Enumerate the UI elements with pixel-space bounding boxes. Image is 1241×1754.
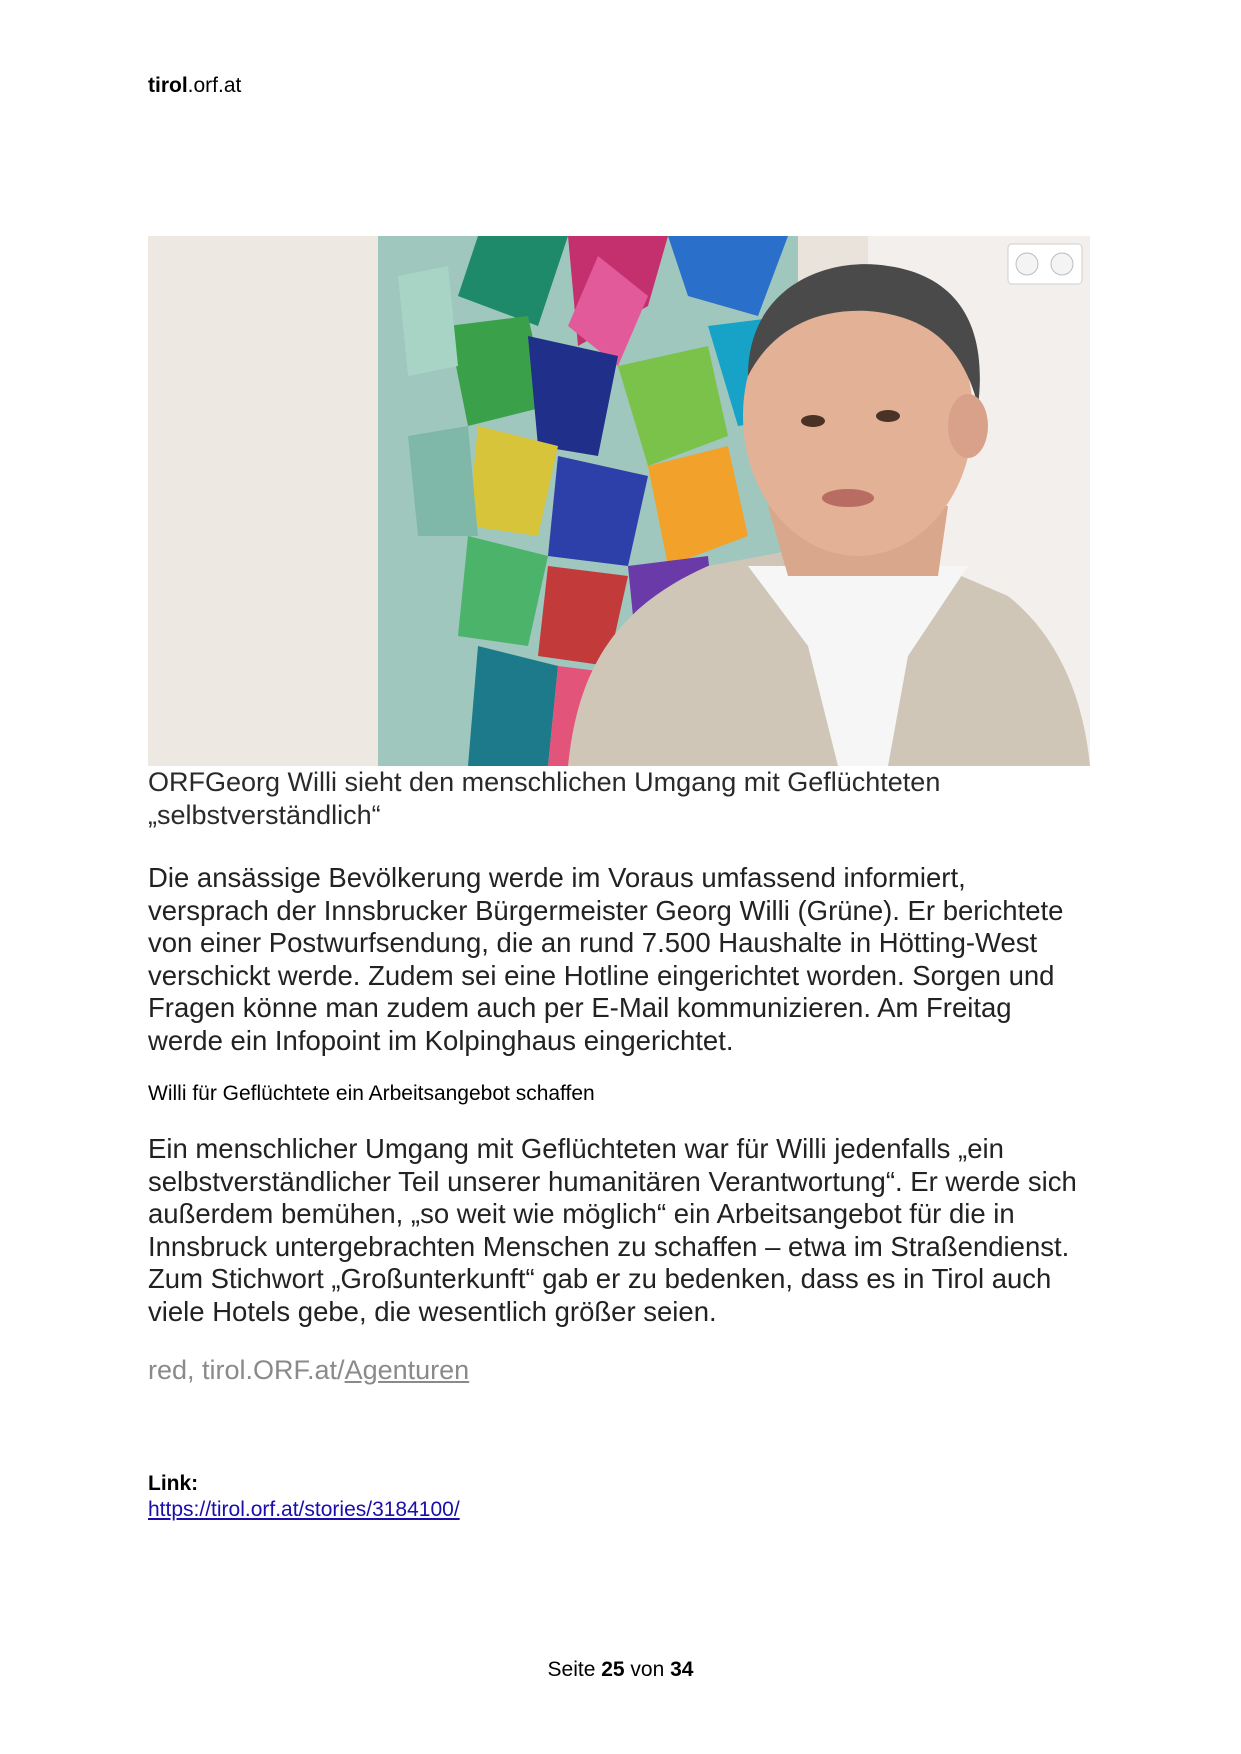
footer-middle: von (624, 1658, 671, 1681)
site-header (148, 74, 241, 98)
site-name-bold: tirol (148, 74, 188, 97)
footer-page-number: 25 (601, 1658, 625, 1681)
article-subheading: Willi für Geflüchtete ein Arbeitsangebot schaffen (148, 1082, 595, 1105)
photo-caption: ORFGeorg Willi sieht den menschlichen Umgang mit Geflüchteten „selbstverständlich“ (148, 767, 941, 830)
article-paragraph-2: Ein menschlicher Umgang mit Geflüchteten war für Willi jedenfalls „ein selbstverständlicher Teil unserer humanitären Verantwortung“. Er werde sich außerdem bemühen, „so weit wie möglich“ ein Arbeitsangebot für die in Innsbruck untergebrachten Menschen zu schaffen – etwa im Straßendienst. Zum Stichwort „Großunterkunft“ gab er zu bedenken, dass es in Tirol auch viele Hotels gebe, die wesentlich größer seien. (148, 1133, 1077, 1327)
site-name-rest: .orf.at (187, 74, 242, 97)
article-credit (148, 1355, 469, 1386)
footer-page-total: 34 (670, 1658, 694, 1681)
credit-prefix: red, tirol.ORF.at/ (148, 1355, 345, 1385)
credit-link[interactable]: Agenturen (344, 1355, 470, 1385)
article-photo (148, 236, 1090, 766)
footer-prefix: Seite (547, 1658, 602, 1681)
link-label: Link: (148, 1472, 199, 1495)
source-url-link[interactable]: https://tirol.orf.at/stories/3184100/ (148, 1498, 460, 1521)
page-footer (0, 1658, 1241, 1682)
article-paragraph-1: Die ansässige Bevölkerung werde im Voraus umfassend informiert, versprach der Innsbrucker Bürgermeister Georg Willi (Grüne). Er berichtete von einer Postwurfsendung, die an rund 7.500 Haushalte in Hötting-West verschickt werde. Zudem sei eine Hotline eingerichtet worden. Sorgen und Fragen könne man zudem auch per E-Mail kommunizieren. Am Freitag werde ein Infopoint im Kolpinghaus eingerichtet. (148, 862, 1064, 1056)
